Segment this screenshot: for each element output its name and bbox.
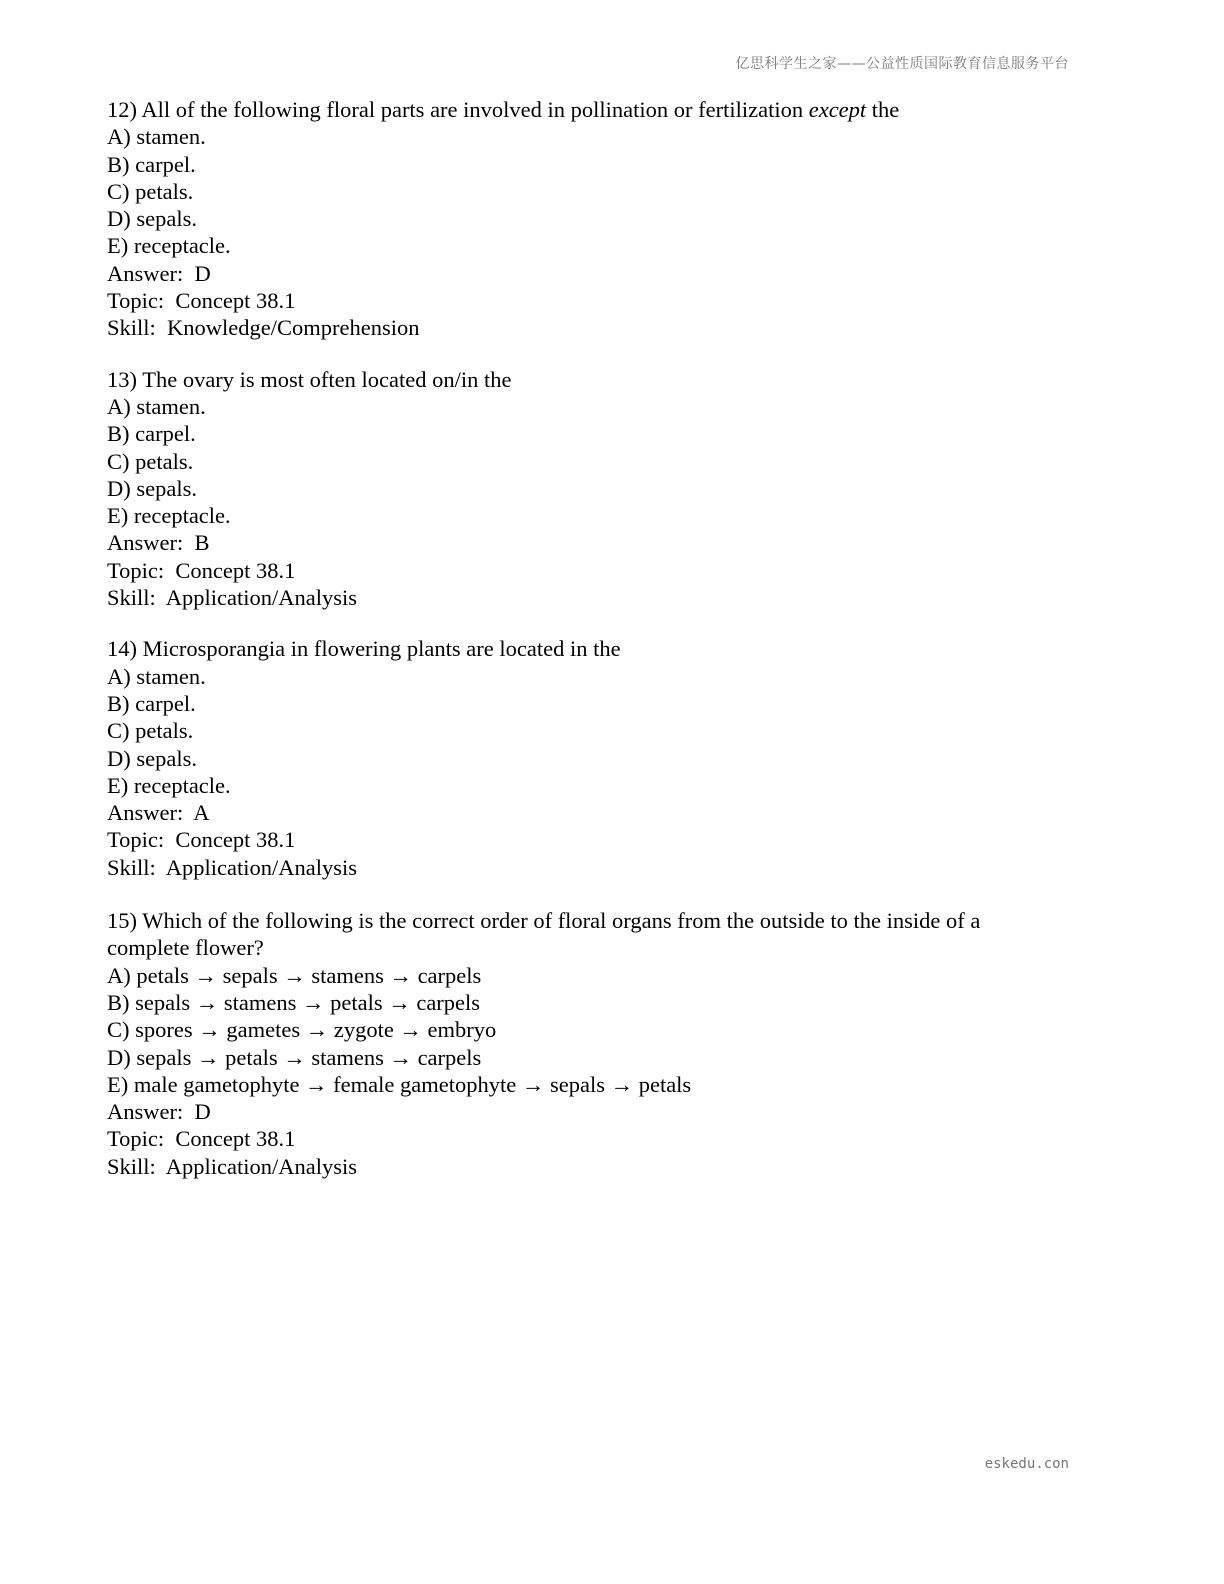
question-stem: 13) The ovary is most often located on/in the	[107, 366, 512, 392]
skill-line: Skill: Knowledge/Comprehension	[107, 315, 420, 341]
answer-line: Answer: B	[107, 530, 210, 556]
question-stem: 15) Which of the following is the correct order of floral organs from the outside to the inside of a complete flower?	[107, 908, 986, 961]
option-b: B) carpel.	[107, 690, 196, 716]
header-site-note: 亿思科学生之家——公益性质国际教育信息服务平台	[735, 56, 1069, 72]
option-a: A) stamen.	[107, 393, 206, 419]
option-e: E) receptacle.	[107, 233, 231, 259]
answer-line: Answer: D	[107, 1099, 211, 1125]
option-d: D) sepals.	[107, 745, 197, 771]
question-stem: 14) Microsporangia in flowering plants are located in the	[107, 636, 621, 662]
question-13	[107, 366, 1067, 612]
answer-line: Answer: A	[107, 800, 210, 826]
option-c: C) spores → gametes → zygote → embryo	[107, 1017, 497, 1043]
footer-site-url: eskedu.con	[984, 1456, 1069, 1472]
option-e: E) male gametophyte → female gametophyte → sepals → petals	[107, 1071, 692, 1097]
option-d: D) sepals.	[107, 206, 197, 232]
option-c: C) petals.	[107, 178, 194, 204]
question-12	[107, 96, 1067, 342]
stem-emphasis: except	[808, 97, 867, 122]
option-b: B) carpel.	[107, 151, 196, 177]
topic-line: Topic: Concept 38.1	[107, 557, 296, 583]
option-e: E) receptacle.	[107, 503, 231, 529]
skill-line: Skill: Application/Analysis	[107, 585, 358, 611]
topic-line: Topic: Concept 38.1	[107, 288, 296, 314]
stem-text: 12) All of the following floral parts are involved in pollination or fertilization	[107, 97, 809, 122]
option-b: B) sepals → stamens → petals → carpels	[107, 989, 481, 1015]
option-b: B) carpel.	[107, 421, 196, 447]
topic-line: Topic: Concept 38.1	[107, 827, 296, 853]
option-d: D) sepals.	[107, 475, 197, 501]
skill-line: Skill: Application/Analysis	[107, 1153, 358, 1179]
option-c: C) petals.	[107, 718, 194, 744]
question-15	[107, 907, 1067, 1180]
option-a: A) stamen.	[107, 663, 206, 689]
option-d: D) sepals → petals → stamens → carpels	[107, 1044, 482, 1070]
option-c: C) petals.	[107, 448, 194, 474]
stem-text-end: the	[866, 97, 900, 122]
option-a: A) stamen.	[107, 124, 206, 150]
question-list	[107, 96, 1067, 1204]
skill-line: Skill: Application/Analysis	[107, 854, 358, 880]
option-e: E) receptacle.	[107, 772, 231, 798]
question-stem	[107, 96, 1067, 123]
answer-line: Answer: D	[107, 260, 211, 286]
option-a: A) petals → sepals → stamens → carpels	[107, 962, 482, 988]
question-14	[107, 635, 1067, 881]
topic-line: Topic: Concept 38.1	[107, 1126, 296, 1152]
